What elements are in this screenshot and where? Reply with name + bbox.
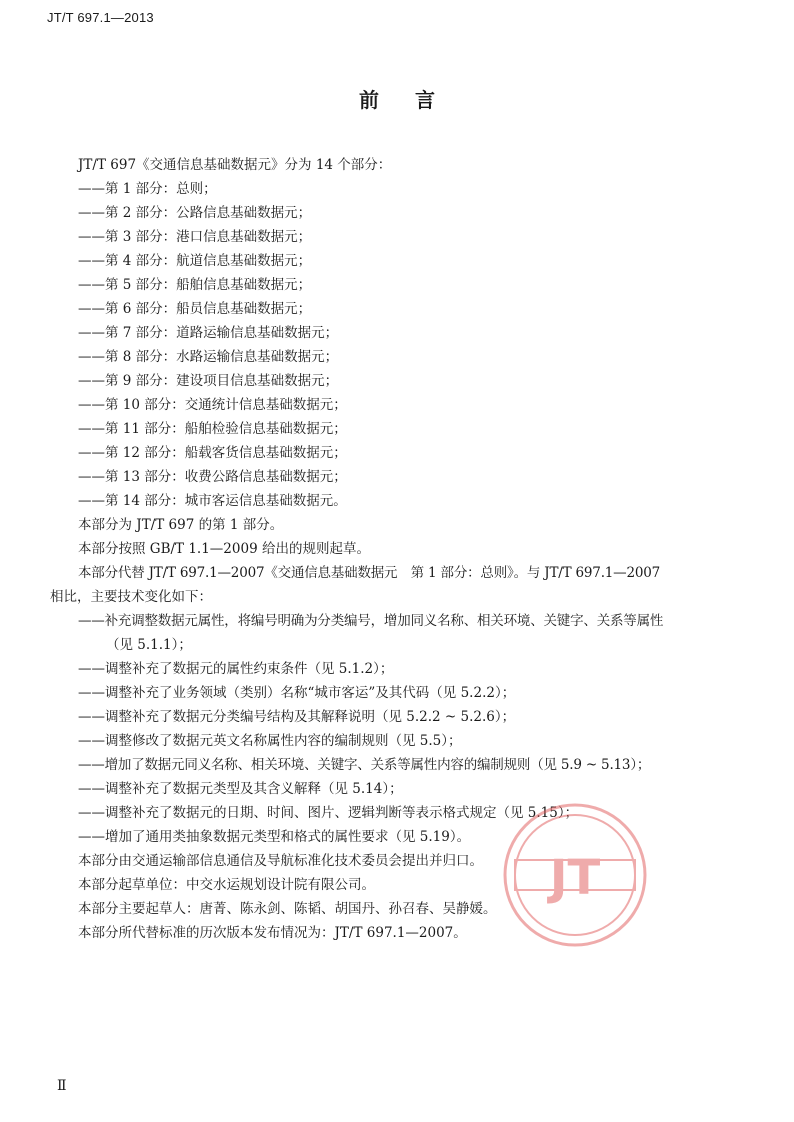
list-item-part-9: ——第 9 部分：建设项目信息基础数据元； [78,373,339,389]
list-item-part-4: ——第 4 部分：航道信息基础数据元； [78,253,312,269]
list-item-part-3: ——第 3 部分：港口信息基础数据元； [78,229,312,245]
change-item-1-line-2: （见 5.1.1）； [106,637,192,653]
paragraph-version-history: 本部分所代替标准的历次版本发布情况为：JT/T 697.1—2007。 [78,925,467,941]
paragraph-drafting-unit: 本部分起草单位：中交水运规划设计院有限公司。 [78,877,375,893]
list-item-part-14: ——第 14 部分：城市客运信息基础数据元。 [78,493,347,509]
change-item-2: ——调整补充了数据元的属性约束条件（见 5.1.2）； [78,661,394,677]
paragraph-replacement-line-1: 本部分代替 JT/T 697.1—2007《交通信息基础数据元 第 1 部分：总则》。与 JT/T 697.1—2007 [78,565,661,581]
list-item-part-5: ——第 5 部分：船舶信息基础数据元； [78,277,312,293]
list-item-part-7: ——第 7 部分：道路运输信息基础数据元； [78,325,339,341]
list-item-part-10: ——第 10 部分：交通统计信息基础数据元； [78,397,347,413]
list-item-part-12: ——第 12 部分：船载客货信息基础数据元； [78,445,347,461]
paragraph-drafting-rules: 本部分按照 GB/T 1.1—2009 给出的规则起草。 [78,541,370,557]
title-char-2: 言 [415,88,435,112]
change-item-1-line-1: ——补充调整数据元属性，将编号明确为分类编号，增加同义名称、相关环境、关键字、关系等属性 [78,613,664,629]
page-title [0,84,794,113]
change-item-8: ——调整补充了数据元的日期、时间、图片、逻辑判断等表示格式规定（见 5.15）； [78,805,579,821]
jt-watermark-stamp [500,800,650,950]
list-item-part-6: ——第 6 部分：船员信息基础数据元； [78,301,312,317]
paragraph-intro: JT/T 697《交通信息基础数据元》分为 14 个部分： [78,157,392,173]
list-item-part-1: ——第 1 部分：总则； [78,181,217,197]
list-item-part-2: ——第 2 部分：公路信息基础数据元； [78,205,312,221]
page-number: Ⅱ [57,1078,67,1094]
list-item-part-8: ——第 8 部分：水路运输信息基础数据元； [78,349,339,365]
paragraph-part-statement: 本部分为 JT/T 697 的第 1 部分。 [78,517,284,533]
change-item-7: ——调整补充了数据元类型及其含义解释（见 5.14）； [78,781,403,797]
change-item-6: ——增加了数据元同义名称、相关环境、关键字、关系等属性内容的编制规则（见 5.9 ~ 5.13）； [78,757,651,773]
list-item-part-11: ——第 11 部分：船舶检验信息基础数据元； [78,421,347,437]
standard-number-header: JT/T 697.1—2013 [47,10,154,25]
title-char-1: 前 [359,88,379,112]
list-item-part-13: ——第 13 部分：收费公路信息基础数据元； [78,469,347,485]
change-item-3: ——调整补充了业务领域（类别）名称“城市客运”及其代码（见 5.2.2）； [78,685,516,701]
change-item-5: ——调整修改了数据元英文名称属性内容的编制规则（见 5.5）； [78,733,462,749]
stamp-text: JT [549,850,601,906]
paragraph-drafters: 本部分主要起草人：唐菁、陈永剑、陈韬、胡国丹、孙召春、吴静媛。 [78,901,497,917]
paragraph-replacement-line-2: 相比，主要技术变化如下： [50,589,212,605]
paragraph-proposer: 本部分由交通运输部信息通信及导航标准化技术委员会提出并归口。 [78,853,483,869]
change-item-9: ——增加了通用类抽象数据元类型和格式的属性要求（见 5.19）。 [78,829,471,845]
change-item-4: ——调整补充了数据元分类编号结构及其解释说明（见 5.2.2 ~ 5.2.6）； [78,709,516,725]
